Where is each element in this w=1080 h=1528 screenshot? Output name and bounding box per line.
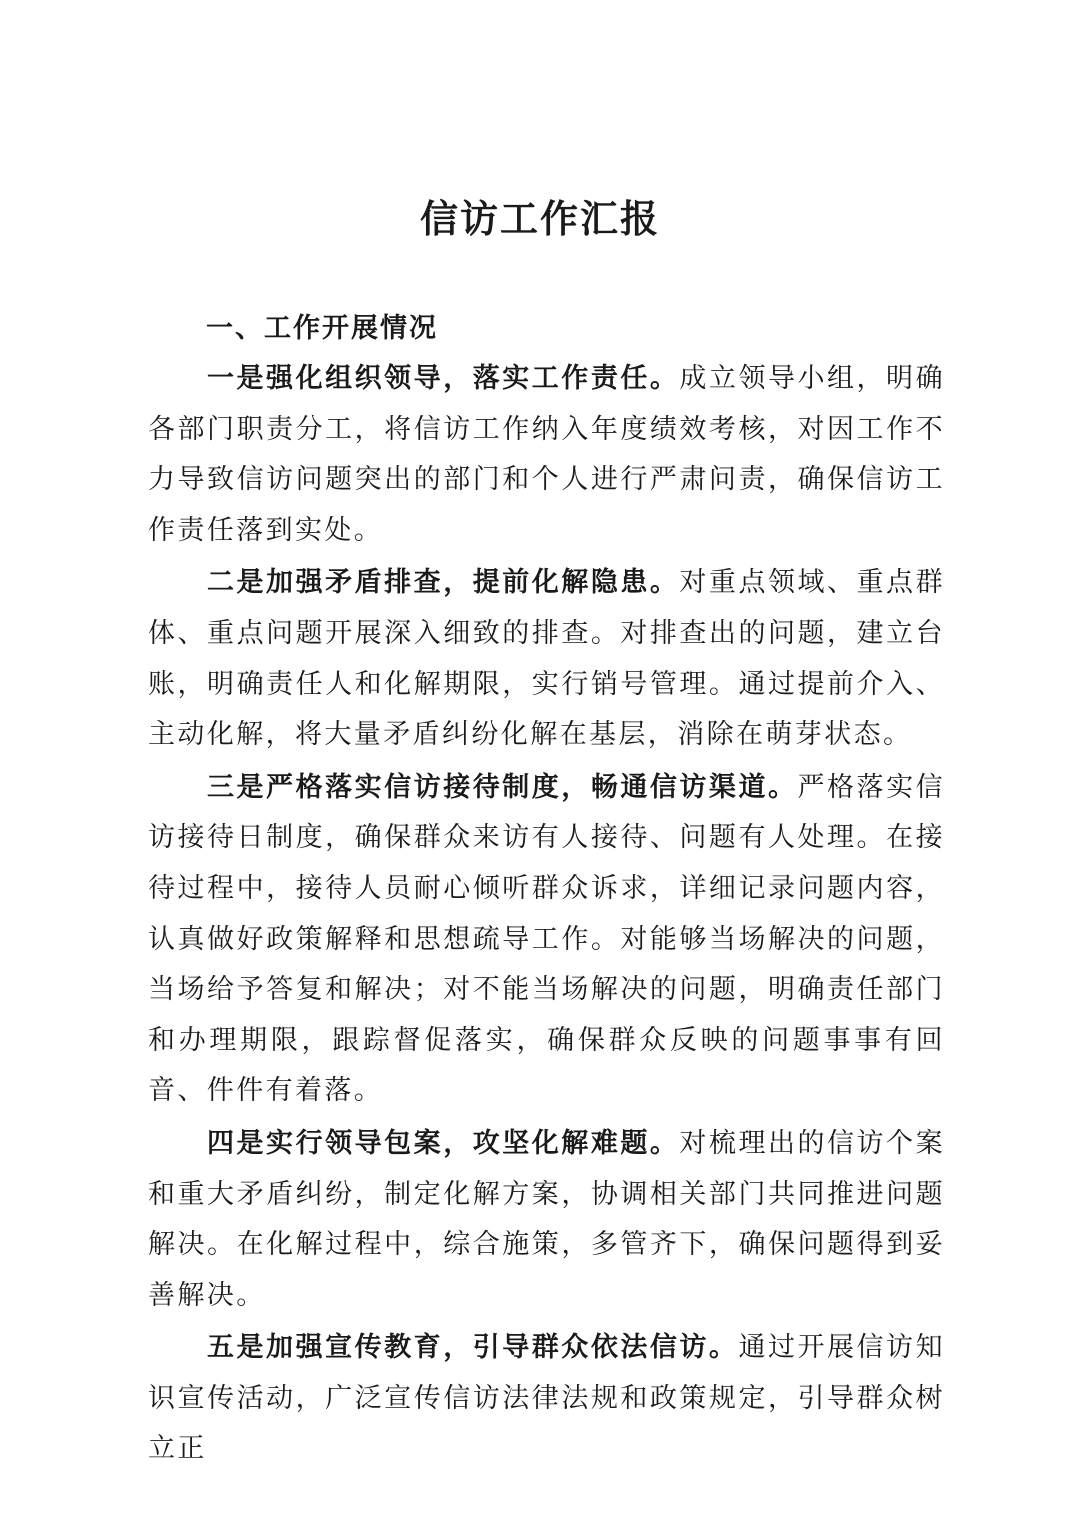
document-title: 信访工作汇报 — [419, 196, 660, 241]
paragraph-lead: 五是加强宣传教育，引导群众依法信访。 — [207, 1332, 739, 1364]
paragraph-text: 对梳理出的信访个案和重大矛盾纠纷，制定化解方案，协调相关部门共同推进问题解决。在化解过程中，综合施策，多管齐下，确保问题得到妥善解决。 — [148, 1127, 945, 1311]
paragraph-lead: 二是加强矛盾排查，提前化解隐患。 — [207, 567, 680, 599]
paragraph-lead: 四是实行领导包案，攻坚化解难题。 — [207, 1127, 680, 1159]
paragraph-text: 成立领导小组，明确各部门职责分工，将信访工作纳入年度绩效考核，对因工作不力导致信访问题突出的部门和个人进行严肃问责，确保信访工作责任落到实处。 — [148, 363, 945, 546]
paragraph-3 — [148, 763, 945, 1117]
paragraph-2 — [148, 558, 945, 760]
paragraph-text: 对重点领域、重点群体、重点问题开展深入细致的排查。对排查出的问题，建立台账，明确责任人和化解期限，实行销号管理。通过提前介入、主动化解，将大量矛盾纠纷化解在基层，消除在萌芽状态。 — [148, 567, 945, 751]
paragraph-1 — [148, 354, 945, 556]
paragraph-4 — [148, 1119, 945, 1321]
paragraph-text: 严格落实信访接待日制度，确保群众来访有人接待、问题有人处理。在接待过程中，接待人员耐心倾听群众诉求，详细记录问题内容，认真做好政策解释和思想疏导工作。对能够当场解决的问题，当场给予答复和解决；对不能当场解决的问题，明确责任部门和办理期限，跟踪督促落实，确保群众反映的问题事事有回音、件件有着落。 — [148, 771, 945, 1107]
section-heading: 一、工作开展情况 — [206, 313, 438, 344]
document-body — [148, 304, 945, 1477]
paragraph-5 — [148, 1323, 945, 1475]
paragraph-lead: 三是严格落实信访接待制度，畅通信访渠道。 — [207, 771, 798, 803]
paragraph-text: 通过开展信访知识宣传活动，广泛宣传信访法律法规和政策规定，引导群众树立正 — [148, 1332, 945, 1465]
paragraph-lead: 一是强化组织领导，落实工作责任。 — [207, 363, 680, 394]
